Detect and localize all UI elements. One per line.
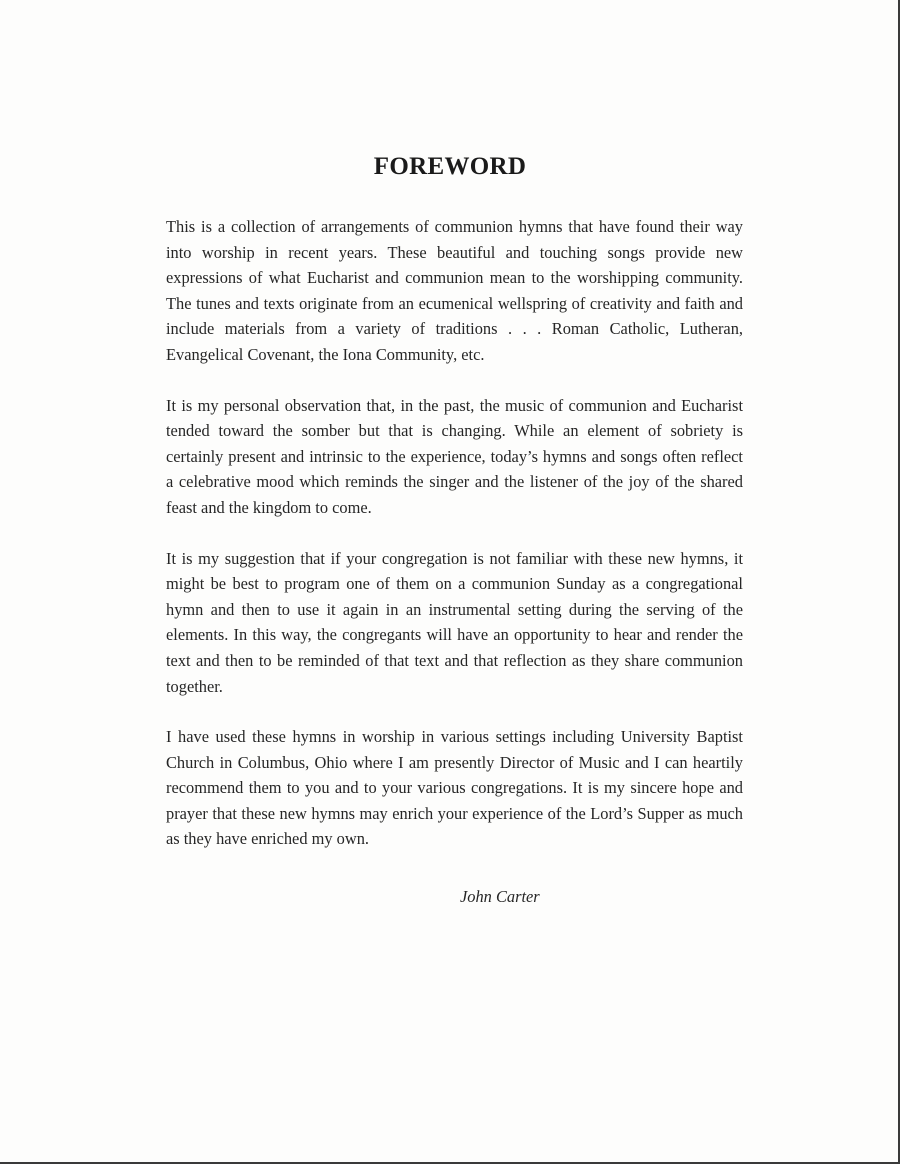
paragraph-1: This is a collection of arrangements of communion hymns that have found their way into worship in recent years. These beautiful and touching songs provide new expressions of what Eucharist and communion mean to the worshipping community. The tunes and texts originate from an ecumenical wellspring of creativity and faith and include materials from a variety of traditions . . . Roman Catholic, Lutheran, Evangelical Covenant, the Iona Community, etc. (166, 217, 743, 364)
paragraph-4: I have used these hymns in worship in various settings including University Baptist Church in Columbus, Ohio where I am presently Director of Music and I can heartily recommend them to you and to your various congregations. It is my sincere hope and prayer that these new hymns may enrich your experience of the Lord’s Supper as much as they have enriched my own. (166, 727, 743, 849)
paragraph-3: It is my suggestion that if your congregation is not familiar with these new hymns, it might be best to program one of them on a communion Sunday as a congregational hymn and then to use it again in an instrumental setting during the serving of the elements. In this way, the congregants will have an opportunity to hear and render the text and then to be reminded of that text and that reflection as they share communion together. (166, 548, 743, 696)
paragraph-2: It is my personal observation that, in the past, the music of communion and Eucharist tended toward the somber but that is changing. While an element of sobriety is certainly present and intrinsic to the experience, today’s hymns and songs often reflect a celebrative mood which reminds the singer and the listener of the joy of the shared feast and the kingdom to come. (166, 395, 743, 517)
foreword-body (166, 214, 743, 877)
author-signature: John Carter (460, 887, 540, 906)
page-title: FOREWORD (373, 153, 527, 180)
